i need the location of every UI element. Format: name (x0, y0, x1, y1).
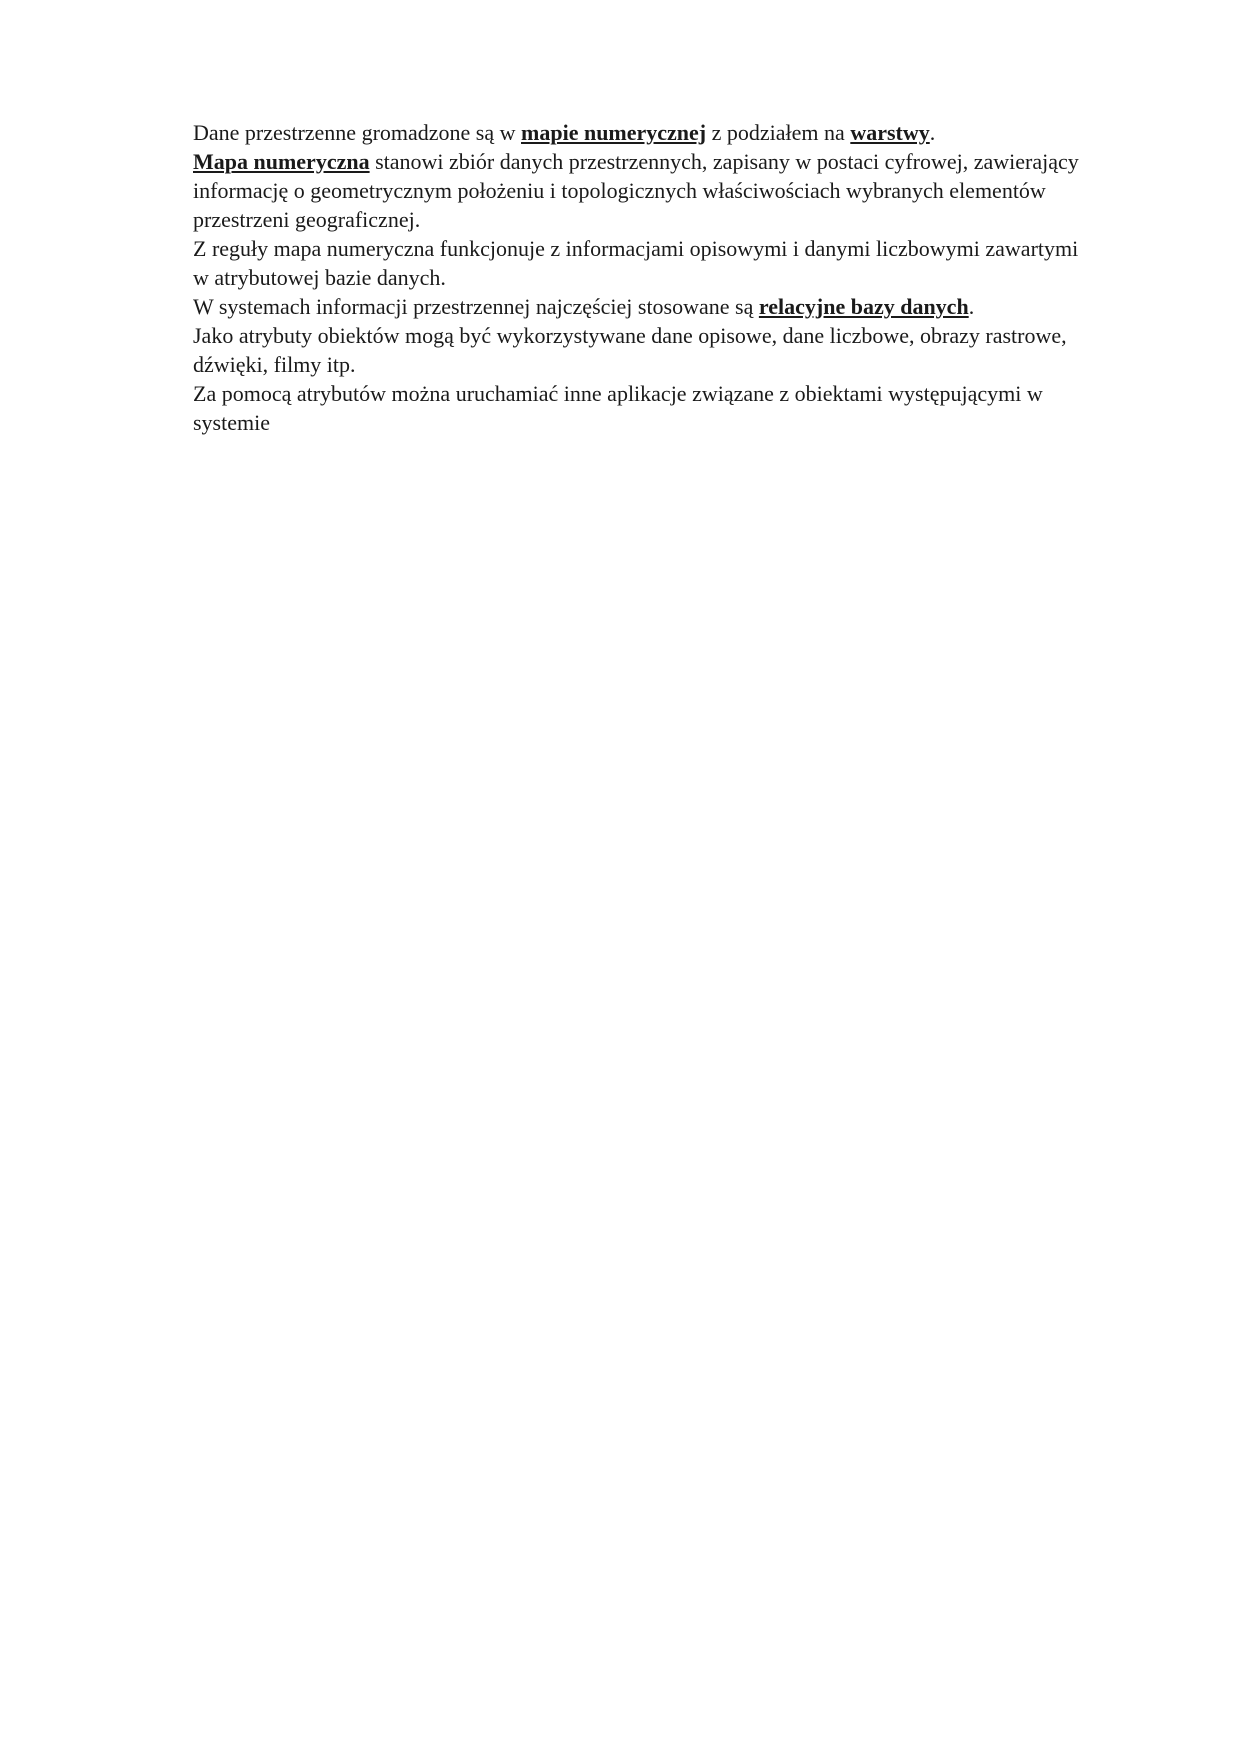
paragraph-relational-databases (193, 292, 1093, 321)
text-segment: W systemach informacji przestrzennej najczęściej stosowane są (193, 294, 759, 319)
paragraph-attribute-applications (193, 379, 1093, 437)
text-segment: . (968, 294, 975, 319)
paragraph-attribute-database (193, 234, 1093, 292)
text-segment: stanowi zbiór danych przestrzennych, zapisany w postaci cyfrowej, zawierający informację o geometrycznym położeniu i topologicznych właściwościach wybranych elementów przestrzeni geograficznej. (193, 149, 1079, 232)
text-segment: Z reguły mapa numeryczna funkcjonuje z informacjami opisowymi i danymi liczbowymi zawartymi w atrybutowej bazie danych. (193, 236, 1079, 290)
paragraph-spatial-data (193, 118, 1093, 147)
text-segment: Jako atrybuty obiektów mogą być wykorzystywane dane opisowe, dane liczbowe, obrazy rastrowe, dźwięki, filmy itp. (193, 323, 1067, 377)
text-segment: Dane przestrzenne gromadzone są w (193, 120, 522, 145)
paragraph-map-definition (193, 147, 1093, 234)
document-body (193, 118, 1093, 437)
keyword-mapie-numerycznej: mapie numerycznej (521, 120, 707, 145)
text-segment: . (929, 120, 936, 145)
keyword-relacyjne-bazy-danych: relacyjne bazy danych (758, 294, 969, 319)
keyword-warstwy: warstwy (850, 120, 930, 145)
text-segment: z podziałem na (706, 120, 851, 145)
text-segment: Za pomocą atrybutów można uruchamiać inne aplikacje związane z obiektami występującymi w systemie (193, 381, 1043, 435)
paragraph-attribute-types (193, 321, 1093, 379)
keyword-mapa-numeryczna: Mapa numeryczna (193, 149, 370, 174)
